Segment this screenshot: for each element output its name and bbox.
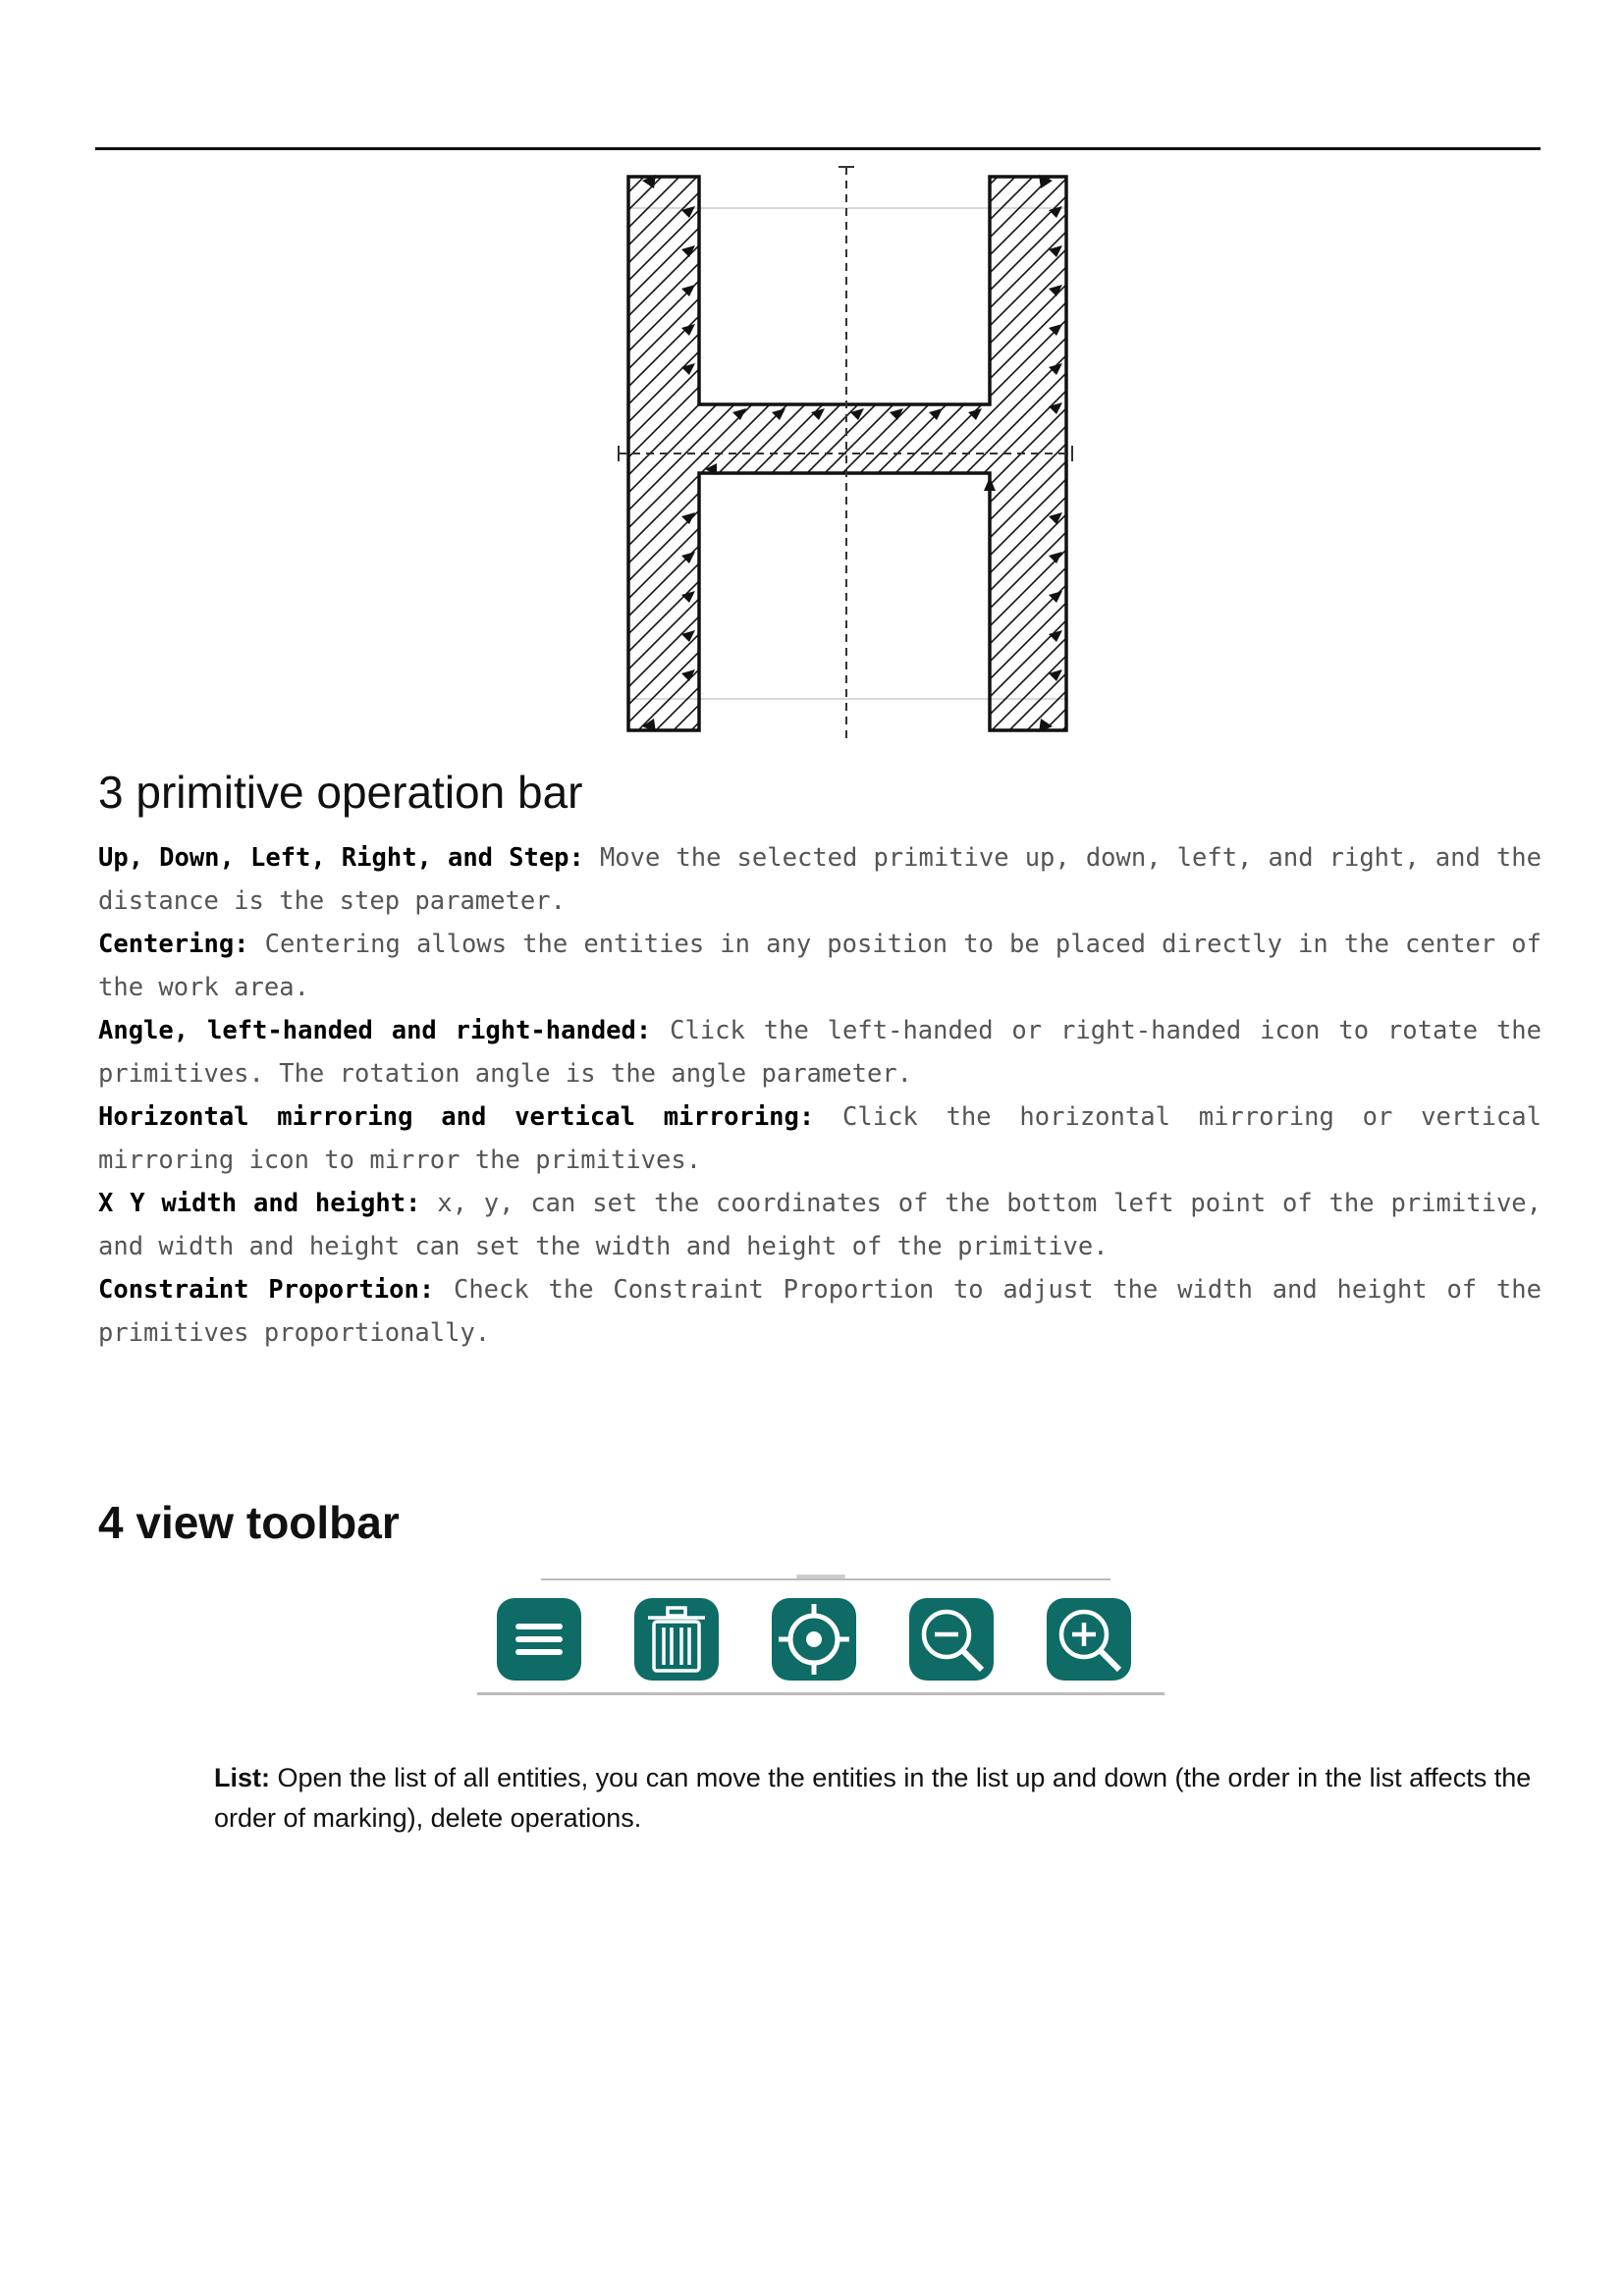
param-desc: Move the selected primitive up, down, left, and right, and the distance is the step parameter. [98, 843, 1542, 916]
zoom-in-button[interactable] [1047, 1598, 1131, 1681]
list-text: Open the list of all entities, you can move the entities in the list up and down (the order in the list affects the order of marking), delete operations. [214, 1763, 1532, 1833]
trash-icon [634, 1598, 719, 1681]
list-term: List: [214, 1763, 270, 1792]
top-rule [95, 147, 1541, 150]
param-centering [98, 923, 1542, 1009]
param-desc: Click the left-handed or right-handed icon to rotate the primitives. The rotation angle is the angle parameter. [98, 1016, 1542, 1089]
param-term: Horizontal mirroring and vertical mirroring: [98, 1102, 815, 1132]
param-desc: Centering allows the entities in any position to be placed directly in the center of the work area. [98, 930, 1542, 1002]
zoom-out-button[interactable] [909, 1598, 994, 1681]
param-term: X Y width and height: [98, 1189, 421, 1218]
toolbar-handle [796, 1575, 845, 1578]
zoom-out-icon [909, 1598, 994, 1681]
section-title: 4 view toolbar [98, 1497, 400, 1548]
center-button[interactable] [772, 1598, 856, 1681]
delete-button[interactable] [634, 1598, 719, 1681]
param-desc: x, y, can set the coordinates of the bottom left point of the primitive, and width and height can set the width and height of the primitive. [98, 1189, 1542, 1261]
center-target-icon [772, 1598, 856, 1681]
toolbar-top-border [541, 1578, 1110, 1580]
param-mirroring [98, 1095, 1542, 1182]
list-description [214, 1758, 1542, 1839]
param-desc: Check the Constraint Proportion to adjust the width and height of the primitives proportionally. [98, 1275, 1542, 1348]
param-step [98, 836, 1542, 923]
parameter-list [98, 836, 1542, 1355]
list-button[interactable] [497, 1598, 581, 1681]
param-term: Angle, left-handed and right-handed: [98, 1016, 652, 1045]
param-angle [98, 1009, 1542, 1095]
toolbar-bottom-border [477, 1692, 1164, 1695]
param-term: Constraint Proportion: [98, 1275, 435, 1305]
param-desc: Click the horizontal mirroring or vertical mirroring icon to mirror the primitives. [98, 1102, 1542, 1175]
param-xy-size [98, 1182, 1542, 1268]
view-toolbar [477, 1571, 1164, 1698]
list-icon [497, 1598, 581, 1681]
h-primitive-figure [609, 159, 1080, 746]
section-title: 3 primitive operation bar [98, 767, 583, 818]
param-constraint-proportion [98, 1268, 1542, 1355]
param-term: Centering: [98, 930, 249, 959]
param-term: Up, Down, Left, Right, and Step: [98, 843, 584, 873]
zoom-in-icon [1047, 1598, 1131, 1681]
